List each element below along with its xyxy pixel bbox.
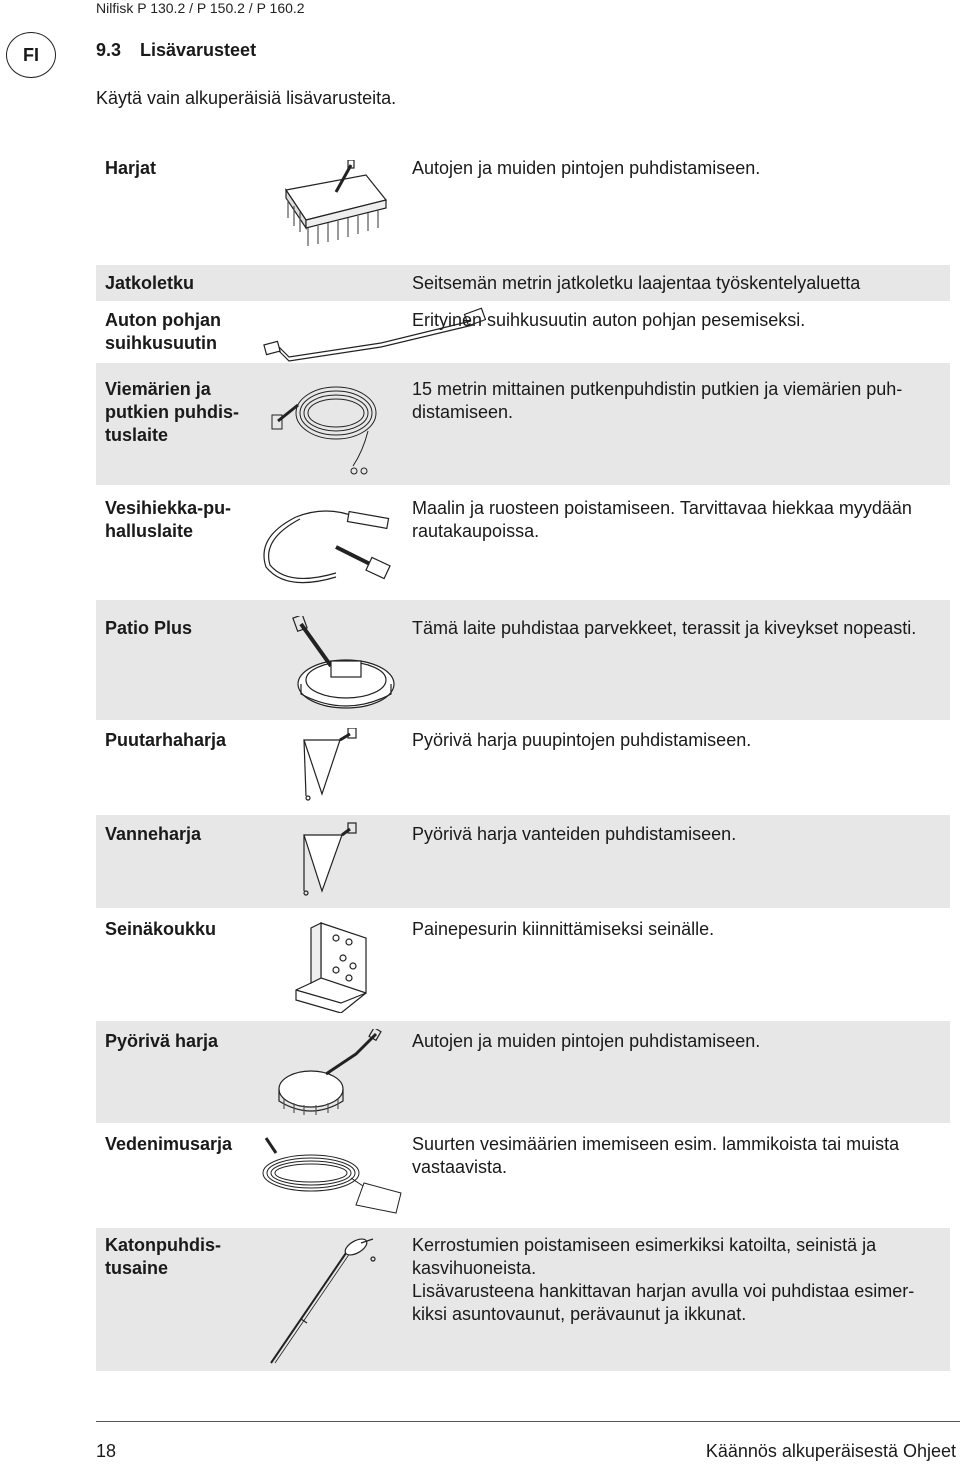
footer-text: Käännös alkuperäisestä Ohjeet	[705, 1441, 956, 1461]
accessory-row-garden-brush	[96, 720, 950, 815]
accessory-label: Vanneharja	[105, 824, 202, 844]
patio-cleaner-icon	[291, 616, 401, 716]
accessory-description: Autojen ja muiden pintojen puhdistamiseen.	[412, 158, 761, 178]
accessory-description: 15 metrin mittainen putkenpuhdistin putkien ja viemärien puh- distamiseen.	[412, 379, 903, 422]
accessory-label: Pyörivä harja	[105, 1031, 219, 1051]
section-title	[96, 40, 256, 61]
sandblaster-icon	[256, 497, 406, 592]
rotary-brush-icon	[276, 1029, 386, 1119]
accessory-label: Seinäkoukku	[105, 919, 217, 939]
accessory-label: Puutarhaharja	[105, 730, 227, 750]
language-badge: FI	[6, 32, 56, 78]
accessory-description: Tämä laite puhdistaa parvekkeet, terassit ja kiveykset nopeasti.	[412, 618, 917, 638]
accessory-label: Patio Plus	[105, 618, 193, 638]
accessory-description: Maalin ja ruosteen poistamiseen. Tarvittavaa hiekkaa myydään rautakaupoissa.	[412, 498, 912, 541]
accessory-row-patio-plus	[96, 600, 950, 720]
accessory-row-water-suction-kit	[96, 1123, 950, 1228]
footer-divider	[96, 1421, 960, 1422]
accessory-description: Seitsemän metrin jatkoletku laajentaa työskentelyaluetta	[412, 273, 861, 293]
accessory-label: Jatkoletku	[105, 273, 195, 293]
accessory-label: Katonpuhdis- tusaine	[105, 1235, 221, 1278]
intro-text: Käytä vain alkuperäisiä lisävarusteita.	[96, 88, 397, 108]
accessory-label: Harjat	[105, 158, 157, 178]
accessory-description: Autojen ja muiden pintojen puhdistamiseen.	[412, 1031, 761, 1051]
accessory-label: Vesihiekka-pu- halluslaite	[105, 498, 232, 541]
accessory-description: Pyörivä harja puupintojen puhdistamiseen.	[412, 730, 752, 750]
underbody-nozzle-icon	[261, 307, 491, 362]
wall-bracket-icon	[291, 918, 376, 1013]
accessory-row-rotary-brush	[96, 1021, 950, 1123]
accessory-row-rim-brush	[96, 815, 950, 908]
pipe-cleaner-icon	[268, 371, 388, 481]
accessory-row-underbody-nozzle	[96, 301, 950, 363]
accessory-description: Suurten vesimäärien imemiseen esim. lammikoista tai muista vastaavista.	[412, 1134, 900, 1177]
accessory-description: Kerrostumien poistamiseen esimerkiksi katoilta, seinistä ja kasvihuoneista. Lisävarusteena hankittavan harjan avulla voi puhdistaa esimer- kiksi asuntovaunut, perävaunut ja ikkunat.	[412, 1235, 915, 1324]
rim-brush-icon	[296, 821, 361, 901]
accessory-description: Erityinen suihkusuutin auton pohjan pesemiseksi.	[412, 310, 806, 330]
water-suction-kit-icon	[256, 1133, 406, 1218]
document-header: Nilfisk P 130.2 / P 150.2 / P 160.2	[96, 0, 305, 16]
accessory-row-wall-bracket	[96, 908, 950, 1021]
accessory-row-extension-hose	[96, 265, 950, 301]
section-title-text: Lisävarusteet	[140, 40, 257, 60]
accessory-description: Painepesurin kiinnittämiseksi seinälle.	[412, 919, 715, 939]
accessory-label: Vedenimusarja	[105, 1134, 233, 1154]
accessory-label: Viemärien ja putkien puhdis- tuslaite	[105, 379, 239, 445]
accessory-row-roof-cleaner	[96, 1228, 950, 1371]
section-number: 9.3	[96, 40, 122, 60]
accessory-label: Auton pohjan suihkusuutin	[105, 310, 221, 353]
accessory-row-pipe-cleaner	[96, 363, 950, 485]
accessory-row-sandblaster	[96, 485, 950, 600]
garden-brush-icon	[296, 728, 361, 808]
roof-cleaner-lance-icon	[261, 1233, 381, 1368]
accessory-row-brushes	[96, 150, 950, 250]
page-number: 18	[96, 1441, 117, 1461]
accessory-description: Pyörivä harja vanteiden puhdistamiseen.	[412, 824, 737, 844]
brush-icon	[276, 160, 396, 250]
